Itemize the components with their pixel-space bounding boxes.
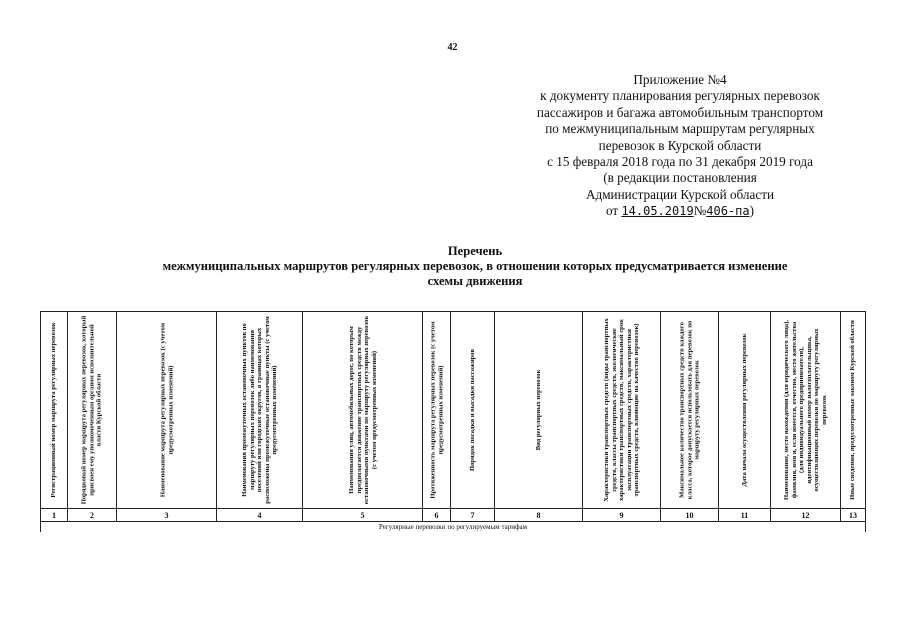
date-prefix: от xyxy=(605,203,619,219)
title-line-1: Перечень xyxy=(447,244,503,258)
column-header: Наименования улиц, автомобильных дорог, по которым предполагается движение транспортных средств между остановочными пунктами по маршруту регулярных перевозок (с учетом предусмотренных изменений) xyxy=(303,312,423,509)
appendix-line: по межмуниципальным маршрутам регулярных xyxy=(545,121,815,137)
page-number: 42 xyxy=(447,42,458,53)
document-title xyxy=(40,244,905,288)
column-number: 2 xyxy=(68,509,117,522)
date-suffix: ) xyxy=(749,203,755,219)
column-number: 10 xyxy=(661,509,719,522)
column-number: 1 xyxy=(41,509,68,522)
appendix-line: (в редакции постановления xyxy=(603,170,757,186)
column-number-row xyxy=(41,509,866,522)
column-number: 8 xyxy=(495,509,583,522)
column-header: Протяженность маршрута регулярных перевозок (с учетом предусмотренных изменений) xyxy=(423,312,451,509)
resolution-date: 14.05.2019 xyxy=(621,204,694,219)
resolution-number: 406-па xyxy=(706,204,750,219)
appendix-line: перевозок в Курской области xyxy=(598,137,762,153)
column-number: 13 xyxy=(841,509,866,522)
appendix-line: Администрации Курской области xyxy=(585,186,775,202)
column-header: Наименования промежуточных остановочных пунктов по маршруту регулярных перевозок либо наименования поселений или городских округов, в границах которых расположены промежуточные остановочные пункты (с учетом предусмотренных изменений) xyxy=(217,312,303,509)
column-header: Наименование, место нахождения (для юридического лица), фамилия, имя и, если имеется, отчество, место жительства (для индивидуального предпринимателя), идентификационный номер налогоплательщика, осуществляющих перевозки по маршруту регулярных перевозок xyxy=(771,312,841,509)
routes-table xyxy=(40,311,866,532)
column-header: Наименование маршрута регулярных перевозок (с учетом предусмотренных изменений) xyxy=(117,312,217,509)
column-header: Дата начала осуществления регулярных перевозок xyxy=(719,312,771,509)
header-row xyxy=(41,312,866,509)
column-header: Регистрационный номер маршрута регулярных перевозок xyxy=(41,312,68,509)
column-header: Максимальное количество транспортных средств каждого класса, которое допускается использовать для перевозок по маршруту регулярных перевозок xyxy=(661,312,719,509)
appendix-line: с 15 февраля 2018 года по 31 декабря 2019 года xyxy=(547,154,813,170)
column-number: 5 xyxy=(303,509,423,522)
section-label: Регулярные перевозки по регулируемым тарифам xyxy=(41,522,866,533)
column-number: 3 xyxy=(117,509,217,522)
column-header: Характеристики транспортных средств (виды транспортных средств, классы транспортных средств, экологические характеристики транспортных средств, максимальный срок эксплуатации транспортных средств, характеристики транспортных средств, влияющие на качество перевозок) xyxy=(583,312,661,509)
appendix-header xyxy=(480,72,880,220)
column-number: 12 xyxy=(771,509,841,522)
column-header: Порядковый номер маршрута регулярных перевозок, который присвоен ему уполномоченным органом исполнительной власти Курской области xyxy=(68,312,117,509)
column-number: 11 xyxy=(719,509,771,522)
column-number: 4 xyxy=(217,509,303,522)
appendix-line: к документу планирования регулярных перевозок xyxy=(540,88,820,104)
title-line-2: межмуниципальных маршрутов регулярных перевозок, в отношении которых предусматривается изменение xyxy=(162,258,788,273)
column-header: Иные сведения, предусмотренные законом Курской области xyxy=(841,312,866,509)
column-number: 7 xyxy=(451,509,495,522)
section-row xyxy=(41,522,866,533)
column-number: 9 xyxy=(583,509,661,522)
column-number: 6 xyxy=(423,509,451,522)
appendix-line: Приложение №4 xyxy=(633,72,727,87)
appendix-line: пассажиров и багажа автомобильным транспортом xyxy=(536,104,824,120)
resolution-date-line xyxy=(480,203,880,219)
number-sign: № xyxy=(693,203,707,219)
column-header: Порядок посадки и высадки пассажиров xyxy=(451,312,495,509)
title-line-3: схемы движения xyxy=(427,273,523,288)
column-header: Вид регулярных перевозок xyxy=(495,312,583,509)
